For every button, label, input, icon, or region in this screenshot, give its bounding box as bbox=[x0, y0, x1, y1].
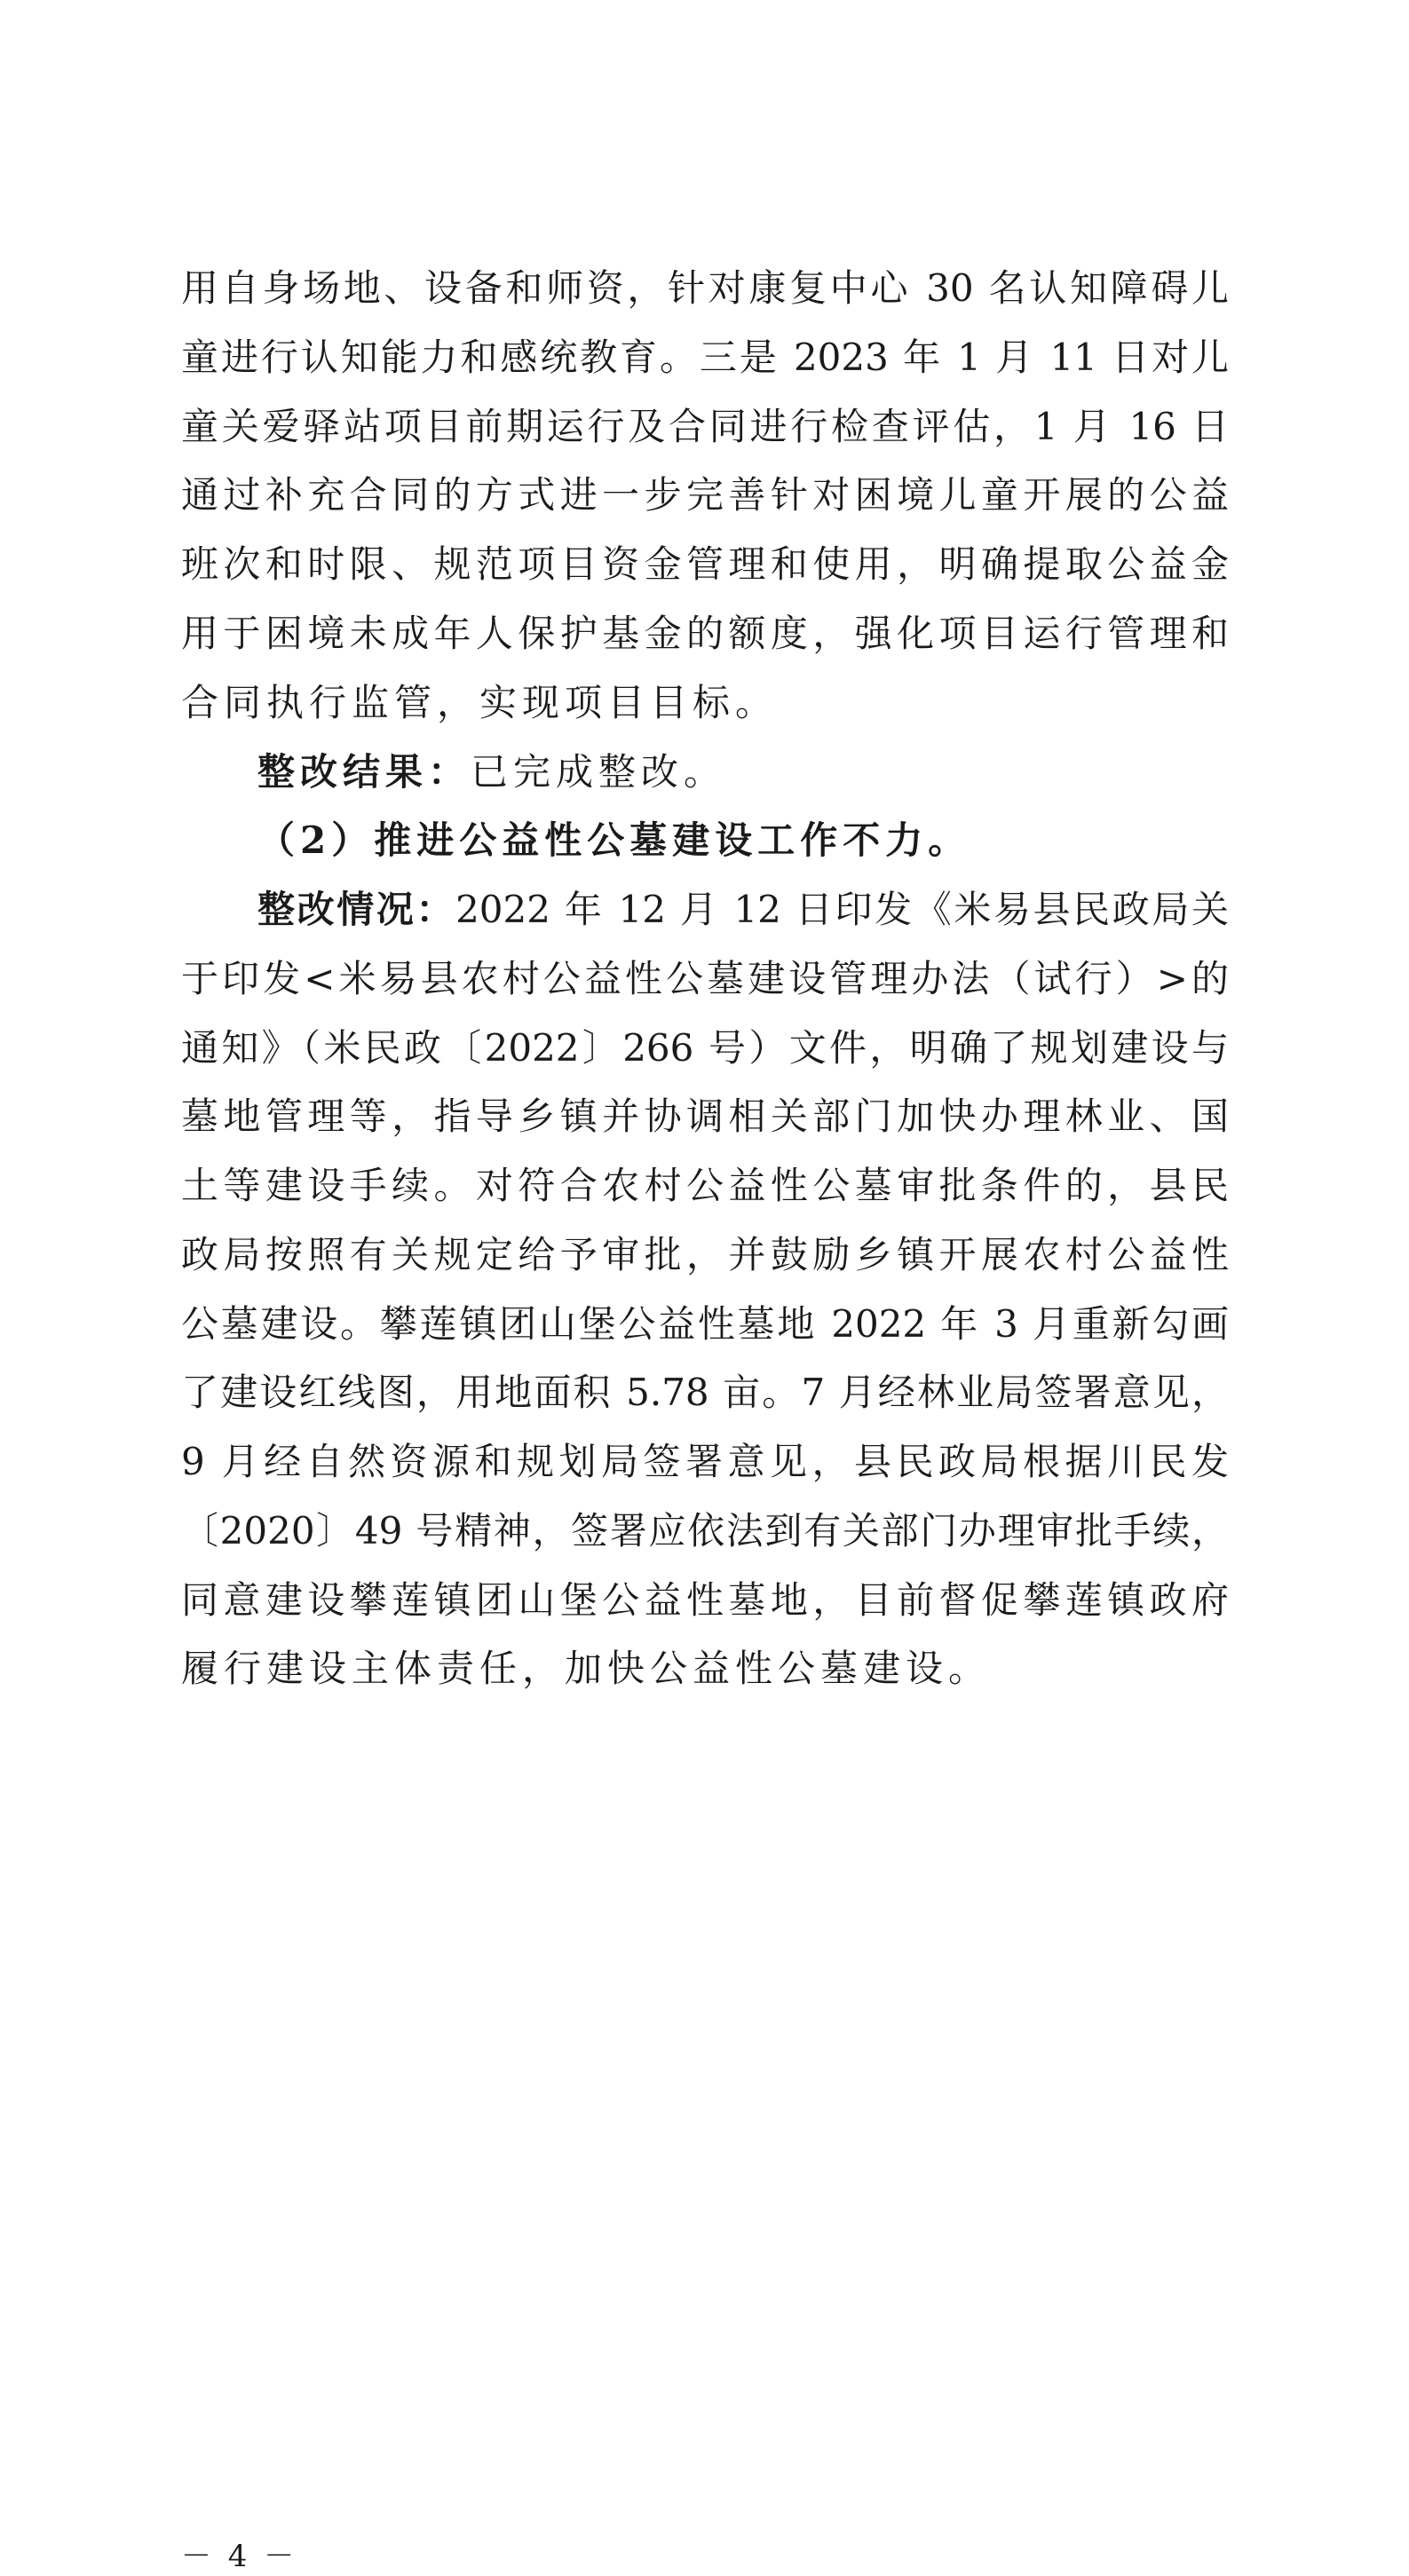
status-line-9: 9 月经自然资源和规划局签署意见，县民政局根据川民发 bbox=[181, 1440, 1229, 1483]
body-line-4: 通过补充合同的方式进一步完善针对困境儿童开展的公益 bbox=[181, 473, 1229, 517]
status-line-4: 墓地管理等，指导乡镇并协调相关部门加快办理林业、国 bbox=[181, 1094, 1229, 1138]
body-line-5: 班次和时限、规范项目资金管理和使用，明确提取公益金 bbox=[181, 542, 1229, 586]
status-line-5: 土等建设手续。对符合农村公益性公墓审批条件的，县民 bbox=[181, 1164, 1229, 1207]
status-line-7: 公墓建设。攀莲镇团山堡公益性墓地 2022 年 3 月重新勾画 bbox=[181, 1302, 1229, 1346]
status-line-12: 履行建设主体责任，加快公益性公墓建设。 bbox=[181, 1647, 992, 1690]
status-paragraph-first-line bbox=[257, 883, 1229, 936]
result-paragraph bbox=[257, 746, 1229, 799]
status-line-10: 〔2020〕49 号精神，签署应依法到有关部门办理审批手续， bbox=[181, 1509, 1229, 1553]
status-line-3: 通知》（米民政〔2022〕266 号）文件，明确了规划建设与 bbox=[181, 1026, 1229, 1070]
page-number: － 4 － bbox=[181, 2539, 298, 2574]
body-line-3: 童关爱驿站项目前期运行及合同进行检查评估，1 月 16 日 bbox=[181, 405, 1229, 448]
section-heading-2: （2）推进公益性公墓建设工作不力。 bbox=[257, 818, 971, 862]
status-line-11: 同意建设攀莲镇团山堡公益性墓地，目前督促攀莲镇政府 bbox=[181, 1578, 1229, 1622]
result-label: 整改结果： bbox=[257, 750, 471, 794]
body-line-1: 用自身场地、设备和师资，针对康复中心 30 名认知障碍儿 bbox=[181, 266, 1229, 310]
result-text: 已完成整改。 bbox=[471, 750, 727, 794]
body-line-2: 童进行认知能力和感统教育。三是 2023 年 1 月 11 日对儿 bbox=[181, 336, 1229, 379]
body-line-7: 合同执行监管，实现项目目标。 bbox=[181, 681, 779, 724]
status-line-2: 于印发<米易县农村公益性公墓建设管理办法（试行）>的 bbox=[181, 957, 1229, 1000]
body-line-6: 用于困境未成年人保护基金的额度，强化项目运行管理和 bbox=[181, 612, 1229, 655]
status-first-line-text: 2022 年 12 月 12 日印发《米易县民政局关 bbox=[455, 888, 1229, 931]
status-line-8: 了建设红线图，用地面积 5.78 亩。7 月经林业局签署意见， bbox=[181, 1371, 1229, 1414]
status-line-6: 政局按照有关规定给予审批，并鼓励乡镇开展农村公益性 bbox=[181, 1233, 1229, 1276]
status-label: 整改情况： bbox=[257, 888, 456, 931]
